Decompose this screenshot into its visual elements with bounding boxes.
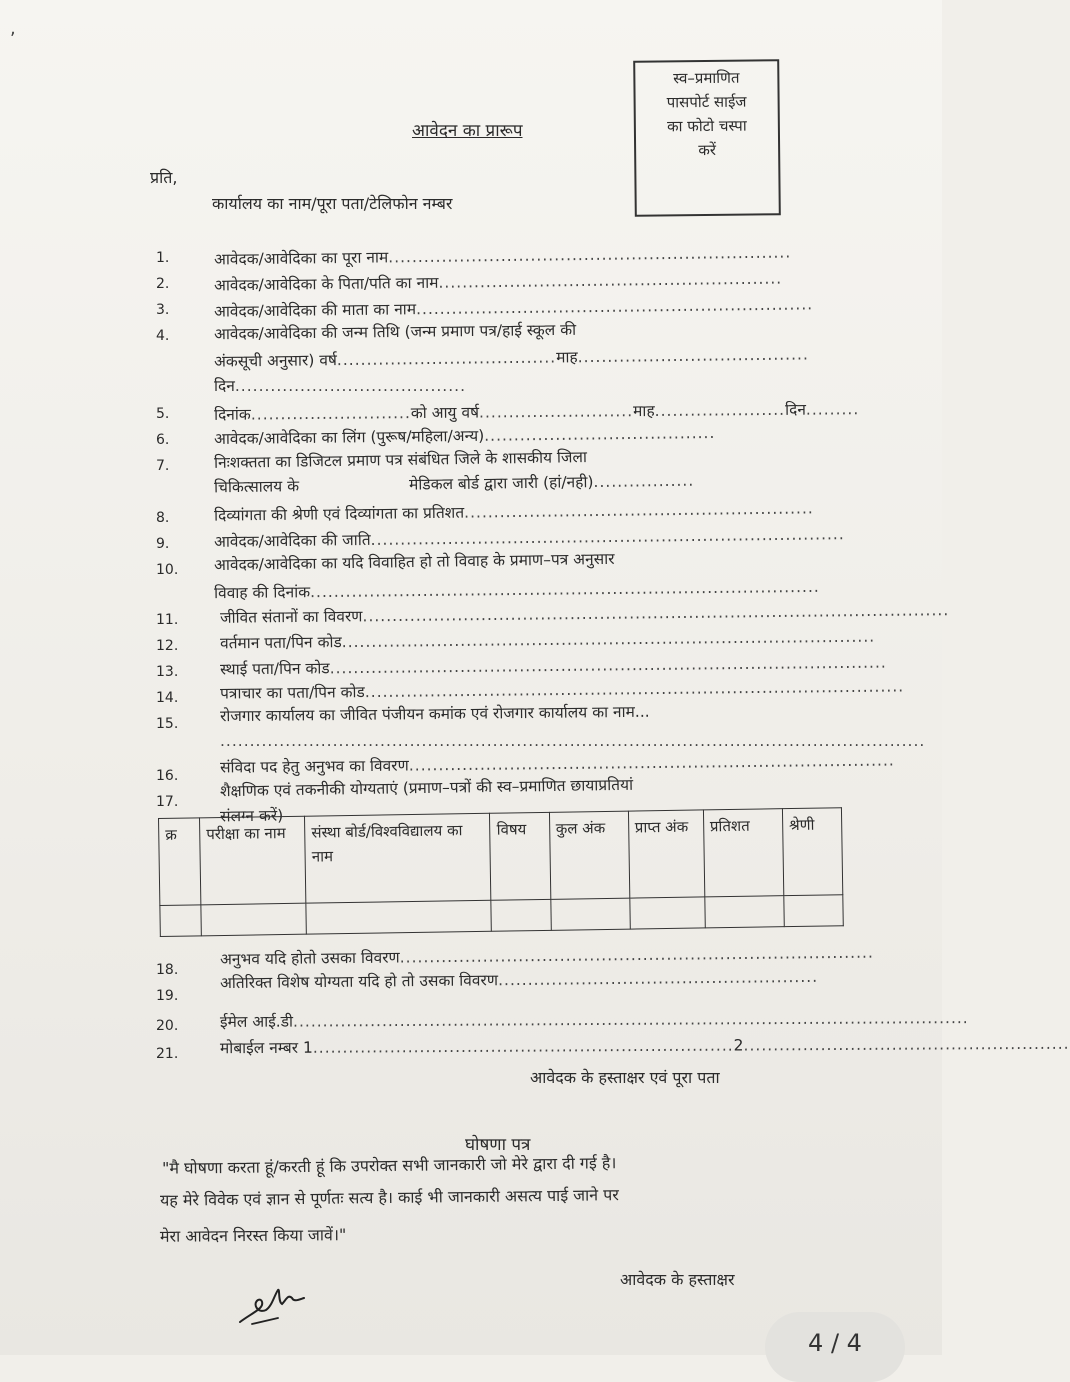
form-field-line: आवेदक/आवेदिका की माता का नाम...................................................................: [213, 295, 814, 321]
form-field-line: विवाह की दिनांक......................................................................................: [213, 577, 820, 603]
photo-box-line: पासपोर्ट साईज: [666, 92, 747, 112]
form-field-line: दिन.......................................: [214, 377, 467, 395]
form-field-line: मोबाईल नम्बर 1.......................................................................2.......................................................: [219, 1034, 1070, 1058]
field-label: को आयु वर्ष: [410, 403, 480, 423]
field-label: अनुभव यदि होतो उसका विवरण: [219, 948, 400, 969]
photo-box-line: का फोटो चस्पा: [666, 116, 747, 136]
form-field-line: [220, 700, 650, 726]
item-number: 21.: [156, 1046, 179, 1062]
table-cell[interactable]: [784, 895, 844, 927]
field-label: आवेदक/आवेदिका की जाति: [213, 530, 371, 551]
field-label: आवेदक/आवेदिका का यदि विवाहित हो तो विवाह के प्रमाण–पत्र अनुसार: [213, 549, 615, 575]
declaration-title: घोषणा पत्र: [465, 1135, 531, 1155]
field-label: चिकित्सालय के: [213, 477, 300, 497]
column-header: परीक्षा का नाम: [200, 816, 306, 905]
table-cell[interactable]: [160, 905, 202, 937]
column-header: कुल अंक: [549, 811, 629, 899]
field-label: दिन: [784, 400, 806, 419]
photo-box-line: स्व–प्रमाणित: [673, 68, 740, 88]
qualification-table: [158, 807, 844, 937]
column-header: क्र: [159, 818, 201, 906]
field-label: निःशक्तता का डिजिटल प्रमाण पत्र संबंधित जिले के शासकीय जिला: [213, 448, 588, 472]
table-header-row: [159, 808, 843, 906]
column-header: संस्था बोर्ड/विश्वविद्यालय का नाम: [305, 813, 492, 903]
item-number: 7.: [156, 458, 170, 474]
form-field-line: दिव्यांगता की श्रेणी एवं दिव्यांगता का प्रतिशत...........................................................: [213, 499, 814, 525]
item-number: 15.: [156, 716, 179, 732]
field-label: आवेदक/आवेदिका का पूरा नाम: [213, 248, 389, 269]
field-label: दिन: [214, 377, 235, 395]
item-number: 9.: [156, 536, 170, 552]
photo-box: [633, 59, 781, 217]
form-field-line: [214, 318, 576, 344]
field-label: जीवित संतानों का विवरण: [219, 607, 363, 627]
field-label: स्थाई पता/पिन कोड: [219, 659, 330, 679]
item-number: 18.: [156, 962, 179, 978]
item-number: 19.: [156, 988, 179, 1004]
field-label: मेडिकल बोर्ड द्वारा जारी (हां/नही): [408, 473, 594, 494]
table-cell[interactable]: [550, 898, 630, 930]
form-field-line: [214, 445, 587, 473]
field-label: आवेदक/आवेदिका की जन्म तिथि (जन्म प्रमाण पत्र/हाई स्कूल की: [213, 320, 577, 344]
table-cell[interactable]: [705, 896, 785, 928]
form-field-line: पत्राचार का पता/पिन कोड...........................................................................................: [219, 677, 905, 703]
item-number: 14.: [156, 690, 179, 706]
item-number: 8.: [156, 510, 170, 526]
column-header: श्रेणी: [782, 808, 842, 896]
photo-box-line: करें: [698, 140, 717, 160]
form-field-line: अनुभव यदि होतो उसका विवरण................................................................................: [219, 943, 874, 969]
item-number: 12.: [156, 638, 179, 654]
field-label: माह: [633, 401, 655, 421]
form-field-line: संविदा पद हेतु अनुभव का विवरण..................................................................................: [219, 751, 895, 777]
form-field-line: अंकसूची अनुसार) वर्ष.....................................माह.......................................: [213, 345, 809, 371]
item-number: 3.: [156, 302, 170, 318]
field-label: ईमेल आई.डी: [219, 1012, 294, 1031]
field-label: 2: [733, 1036, 744, 1055]
field-label: अतिरिक्त विशेष योग्यता यदि हो तो उसका विवरण: [219, 971, 499, 993]
corner-mark: ,: [10, 18, 16, 39]
office-line: कार्यालय का नाम/पूरा पता/टेलिफोन नम्बर: [212, 194, 453, 213]
field-label: दिनांक: [213, 405, 251, 424]
field-label: संविदा पद हेतु अनुभव का विवरण: [219, 756, 409, 777]
form-field-line: वर्तमान पता/पिन कोड..........................................................................................: [219, 627, 876, 653]
addressee-label: प्रति,: [150, 168, 178, 187]
item-number: 20.: [156, 1018, 179, 1034]
page-title: आवेदन का प्रारूप: [412, 121, 523, 141]
field-label: पत्राचार का पता/पिन कोड: [219, 683, 365, 703]
item-number: 2.: [156, 276, 170, 292]
field-label: मोबाईल नम्बर 1: [219, 1038, 313, 1058]
field-label: अंकसूची अनुसार) वर्ष: [213, 351, 337, 371]
field-label: आवेदक/आवेदिका का लिंग (पुरूष/महिला/अन्य): [213, 426, 485, 449]
declaration-line: मेरा आवेदन निरस्त किया जावें।": [159, 1225, 347, 1246]
form-field-line: चिकित्सालय के मेडिकल बोर्ड द्वारा जारी (हां/नही).................: [213, 471, 695, 497]
applicant-signature-address-label: आवेदक के हस्ताक्षर एवं पूरा पता: [530, 1068, 720, 1087]
field-label: संलग्न करें): [219, 806, 284, 826]
field-label: दिव्यांगता की श्रेणी एवं दिव्यांगता का प्रतिशत: [213, 503, 465, 525]
form-field-line: आवेदक/आवेदिका की जाति................................................................................: [213, 525, 845, 551]
field-label: विवाह की दिनांक: [213, 583, 311, 603]
item-number: 11.: [156, 612, 179, 628]
item-number: 1.: [156, 250, 170, 266]
field-label: आवेदक/आवेदिका के पिता/पति का नाम: [213, 273, 439, 295]
field-label: माह: [556, 348, 578, 367]
declaration-line: यह मेरे विवेक एवं ज्ञान से पूर्णतः सत्य है। काई भी जानकारी असत्य पाई जाने पर: [159, 1185, 619, 1210]
column-header: प्रतिशत: [703, 809, 783, 897]
form-field-line: स्थाई पता/पिन कोड..............................................................................................: [219, 653, 887, 679]
form-field-line: आवेदक/आवेदिका का लिंग (पुरूष/महिला/अन्य).......................................: [213, 423, 716, 449]
form-field-line: दिनांक...........................को आयु वर्ष..........................माह......................दिन.........: [213, 400, 860, 424]
handwritten-signature: [238, 1278, 318, 1328]
column-header: विषय: [490, 812, 550, 900]
form-field-line: ईमेल आई.डी..................................................................................................................: [219, 1009, 969, 1031]
item-number: 16.: [156, 768, 179, 784]
form-field-line: .......................................................................................................................: [220, 732, 926, 750]
declaration-line: "मै घोषणा करता हूं/करती हूं कि उपरोक्त सभी जानकारी जो मेरे द्वारा दी गई है।: [161, 1153, 617, 1178]
item-number: 13.: [156, 664, 179, 680]
table-cell[interactable]: [201, 903, 307, 936]
item-number: 5.: [156, 406, 170, 422]
item-number: 6.: [156, 432, 170, 448]
form-field-line: अतिरिक्त विशेष योग्यता यदि हो तो उसका विवरण......................................................: [219, 967, 819, 993]
form-field-line: आवेदक/आवेदिका के पिता/पति का नाम..........................................................: [213, 269, 783, 295]
item-number: 10.: [156, 562, 179, 578]
form-field-line: जीवित संतानों का विवरण...................................................................................................: [219, 601, 950, 627]
item-number: 17.: [156, 794, 179, 810]
page-indicator: 4 / 4: [765, 1312, 905, 1382]
form-field-line: आवेदक/आवेदिका का पूरा नाम....................................................................: [213, 243, 792, 269]
column-header: प्राप्त अंक: [628, 810, 704, 898]
applicant-signature-label: आवेदक के हस्ताक्षर: [620, 1270, 735, 1289]
field-label: शैक्षणिक एवं तकनीकी योग्यताएं (प्रमाण–पत्रों की स्व–प्रमाणित छायाप्रतियां: [219, 775, 634, 801]
table-cell[interactable]: [306, 900, 492, 934]
table-cell[interactable]: [491, 899, 551, 931]
field-label: रोजगार कार्यालय का जीवित पंजीयन कमांक एवं रोजगार कार्यालय का नाम...: [219, 702, 650, 726]
table-cell[interactable]: [629, 897, 705, 929]
item-number: 4.: [156, 328, 170, 344]
form-field-line: [220, 773, 633, 801]
field-label: आवेदक/आवेदिका की माता का नाम: [213, 300, 417, 321]
field-label: वर्तमान पता/पिन कोड: [219, 633, 342, 653]
